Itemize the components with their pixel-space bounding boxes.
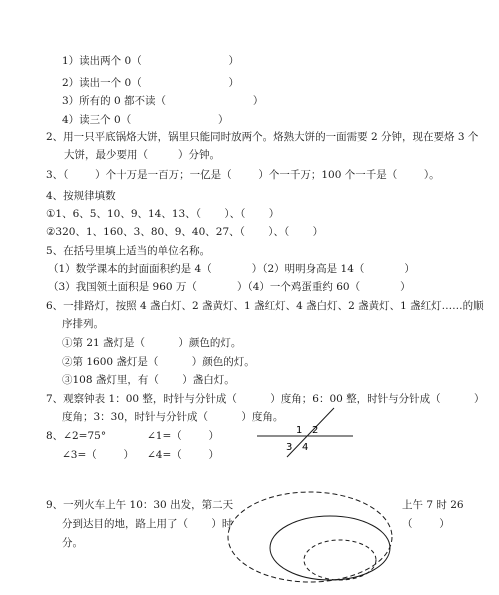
q7-text-cont: 度角；3：30，时针与分针成（ ）度角。 [62,411,284,423]
q1-part-3: 3）所有的 0 都不读（ ） [62,95,264,107]
q8-angle-1: ∠1=（ ） [147,430,219,442]
q9-text: 9、一列火车上午 10：30 出发，第二天 [46,499,234,511]
q9-text-end: 分。 [62,537,83,549]
q6-item-1: ①第 21 盏灯是（ ）颜色的灯。 [62,337,242,349]
q6-item-3: ③108 盏灯里，有（ ）盏白灯。 [62,374,235,386]
q8-angle-3: ∠3=（ ） [62,449,134,461]
q1-part-1: 1）读出两个 0（ ） [62,55,239,67]
q3-text: 3、（ ）个十万是一百万；一亿是（ ）个一千万；100 个一千是（ ）。 [46,169,440,181]
q2-text: 2、用一只平底锅烙大饼，锅里只能同时放两个。烙熟大饼的一面需要 2 分钟，现在要烙 3 个 [46,131,479,143]
q4-sequence-1: ①1、6、5、10、9、14、13、（ ）、（ ） [46,208,280,220]
angle-label-1: 1 [296,425,303,436]
q6-text: 6、一排路灯，按照 4 盏白灯、2 盏黄灯、1 盏红灯、4 盏白灯、2 盏黄灯、1 盏红灯……的顺 [46,300,484,312]
q4-heading: 4、按规律填数 [46,190,116,202]
q5-items-1-2: （1）数学课本的封面面积约是 4（ ）（2）明明身高是 14（ ） [48,263,415,275]
middle-ellipse [270,516,390,580]
arrival-time: 上午 7 时 26 [402,499,464,511]
angle-label-4: 4 [302,442,309,453]
q4-sequence-2: ②320、1、160、3、80、9、40、27、（ ）、（ ） [46,226,324,238]
q5-heading: 5、在括号里填上适当的单位名称。 [46,245,211,257]
q8-angle-4: ∠4=（ ） [147,449,219,461]
q2-text-cont: 大饼，最少要用（ ）分钟。 [64,149,221,161]
q1-part-4: 4）读三个 0（ ） [62,114,229,126]
q6-item-2: ②第 1600 盏灯是（ ）颜色的灯。 [62,356,255,368]
q1-part-2: 2）读出一个 0（ ） [62,77,239,89]
angle-label-3: 3 [286,442,293,453]
arrival-time-blank: （ ） [402,518,450,530]
q6-text-cont: 序排列。 [62,318,104,330]
angle-label-2: 2 [312,425,319,436]
outer-ellipse [228,492,392,582]
q5-items-3-4: （3）我国领土面积是 960 万（ ）（4）一个鸡蛋重约 60（ ） [48,281,411,293]
q7-text: 7、观察钟表 1：00 整，时针与分针成（ ）度角；6：00 整，时针与分针成（ ） [46,393,485,405]
q9-text-cont: 分到达目的地，路上用了（ ）时 [62,518,233,530]
q8-angle-2: 8、∠2=75° [46,430,107,442]
